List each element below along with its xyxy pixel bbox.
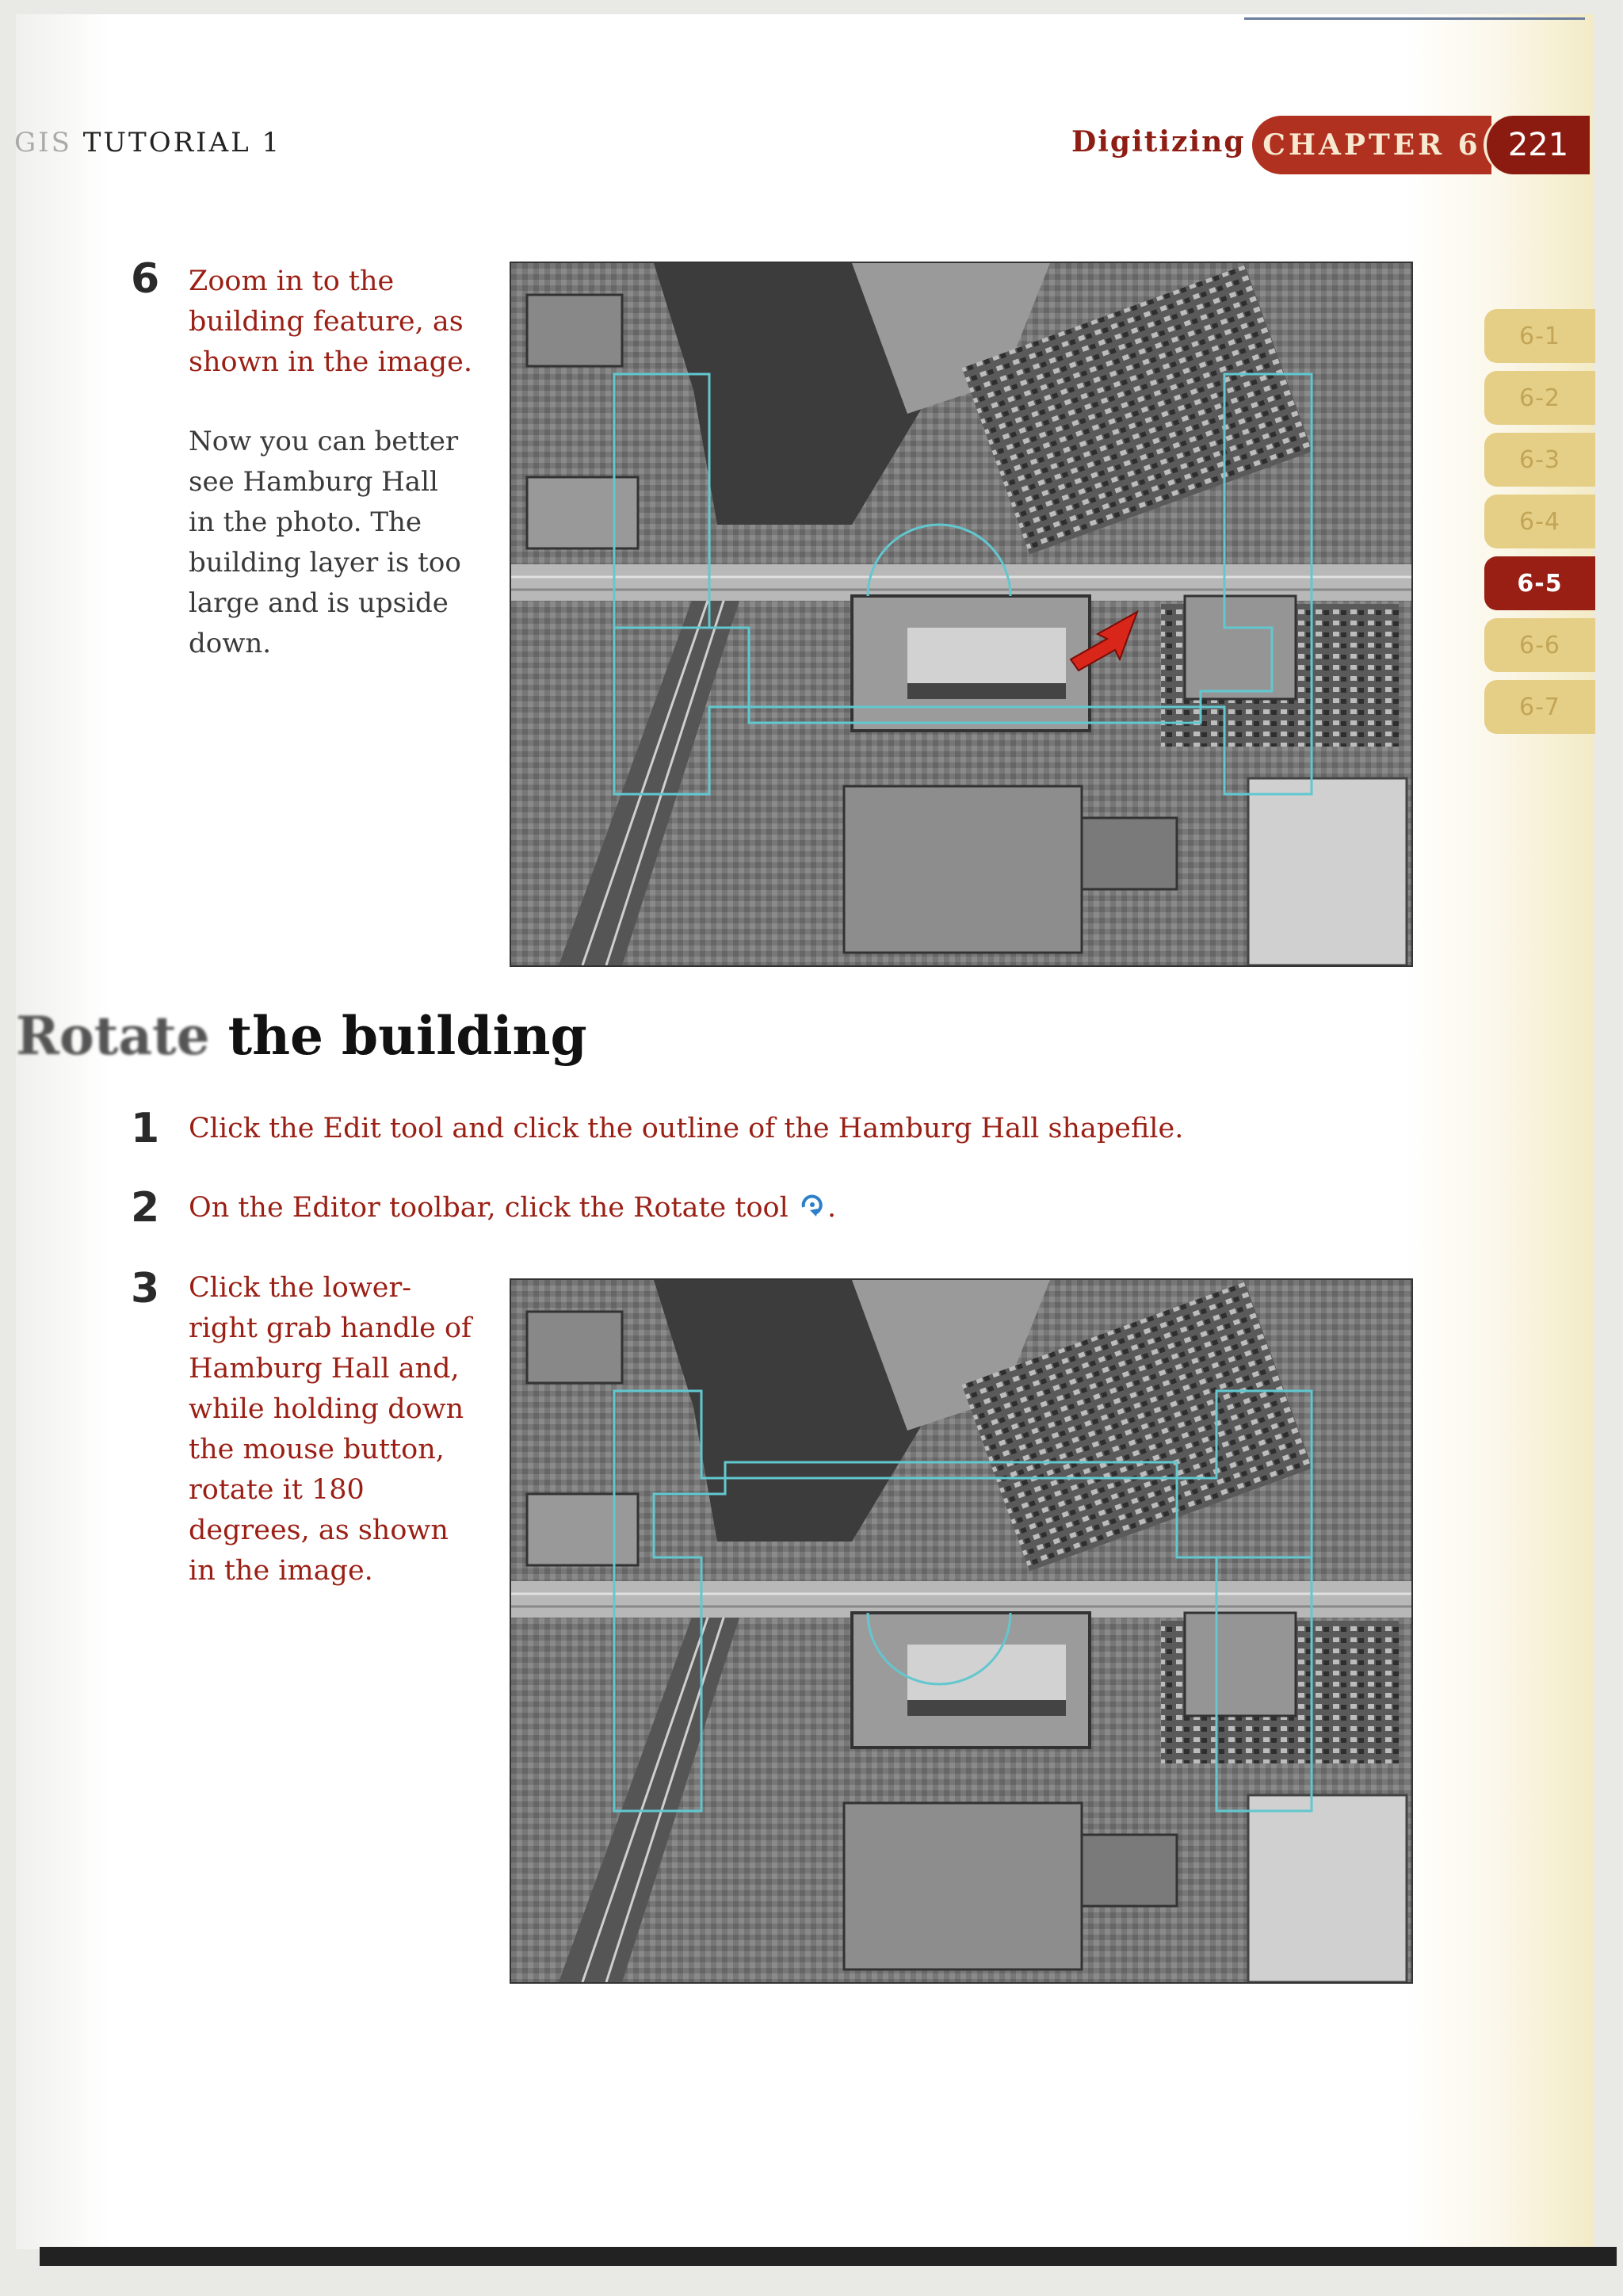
step-3-number: 3	[131, 1265, 160, 1312]
step-1-number: 1	[131, 1105, 160, 1152]
step-6-body: Now you can better see Hamburg Hall in the photo. The building layer is too large and is upside down.	[189, 426, 461, 659]
side-tab-6-4[interactable]: 6-4	[1484, 495, 1595, 548]
top-rule	[1244, 17, 1585, 20]
chapter-label: CHAPTER 6	[1252, 116, 1491, 174]
aerial-photo-rotated	[510, 1278, 1413, 1984]
step-2-number: 2	[131, 1184, 160, 1232]
chapter-side-tabs	[1484, 309, 1595, 742]
aerial-photo-zoomed	[510, 262, 1413, 967]
step-1-instruction: Click the Edit tool and click the outline of the Hamburg Hall shapefile.	[189, 1113, 1184, 1144]
step-2-instruction: On the Editor toolbar, click the Rotate tool .	[189, 1188, 1377, 1228]
page-number: 221	[1484, 116, 1590, 174]
side-tab-6-2[interactable]: 6-2	[1484, 371, 1595, 425]
step-6-instruction: Zoom in to the building feature, as shown in the image.	[189, 266, 472, 378]
side-tab-6-3[interactable]: 6-3	[1484, 433, 1595, 487]
section-heading: Rotate the building	[16, 1005, 587, 1067]
step-3-instruction: Click the lower-right grab handle of Hamburg Hall and, while holding down the mouse button, rotate it 180 degrees, as shown in the image.	[189, 1272, 472, 1587]
side-tab-6-5[interactable]: 6-5	[1484, 556, 1595, 610]
step-6-number: 6	[131, 255, 160, 303]
side-tab-6-1[interactable]: 6-1	[1484, 309, 1595, 363]
running-head: GIS TUTORIAL 1	[14, 127, 282, 159]
rotate-tool-icon[interactable]	[797, 1190, 827, 1220]
side-tab-6-7[interactable]: 6-7	[1484, 680, 1595, 734]
section-title: Digitizing	[1071, 125, 1246, 159]
page-bottom-edge	[40, 2247, 1617, 2266]
side-tab-6-6[interactable]: 6-6	[1484, 618, 1595, 672]
